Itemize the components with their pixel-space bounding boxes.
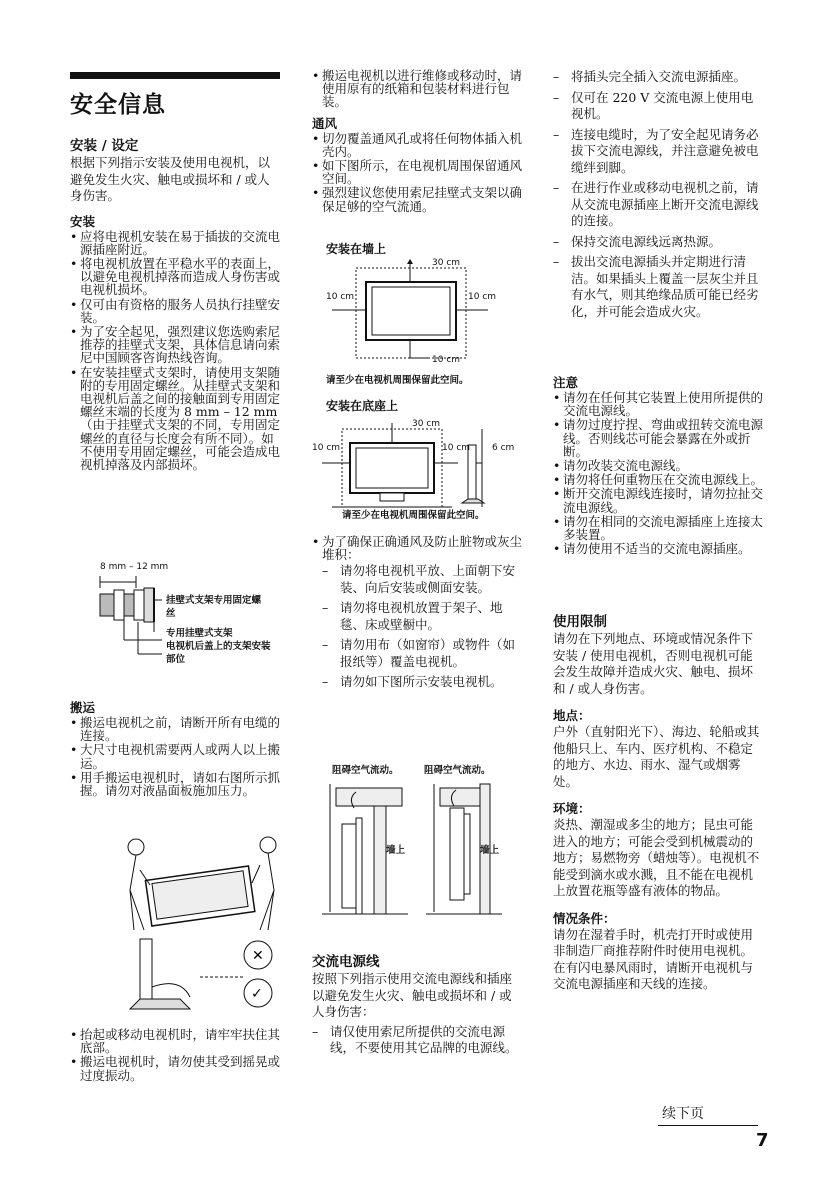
wall-top-dim: 30 cm [432,258,461,268]
transport-section-2 [70,1028,282,1083]
transport-list [70,716,282,797]
location-text: 户外（直射阳光下）、海边、轮船或其他船只上、车内、医疗机构、不稳定的地方、水边、雨水、湿气或烟雾处。 [553,724,760,789]
stand-top-dim: 30 cm [412,419,441,429]
environment-text: 炎热、潮湿或多尘的地方；昆虫可能进入的地方；可能会受到机械震动的地方；易燃物旁（蜡烛等）。电视机不能受到滴水或水溅，且不能在电视机上放置花瓶等盛有液体的物品。 [553,817,760,898]
list-item: • 在安装挂壁式支架时，请使用支架随附的专用固定螺丝。从挂壁式支架和电视机后盖之间的接触面到专用固定螺丝末端的长度为 8 mm – 12 mm（由于挂壁式支架的不同，专用固定螺丝的直径与长度会有所不同）。如不使用专用固定螺丝，可能会造成电视机掉落及内部损坏。 [70,366,282,472]
screw-dim-label: 8 mm – 12 mm [100,562,169,572]
stand-fig-caption: 请至少在电视机周围保留此空间。 [342,510,485,521]
ventilation-notes [312,535,524,695]
list-item: • 仅可由有资格的服务人员执行挂壁安装。 [70,298,282,324]
list-item: • 如下图所示，在电视机周围保留通风空间。 [312,159,524,185]
transport-continued-list [312,69,524,109]
restrict-heading: 使用限制 [553,614,607,630]
install-list [70,230,282,472]
vent-heading: 通风 [312,115,338,131]
carry-tv-illustration [120,835,290,935]
block-label-1: 阻碍空气流动。 [332,765,399,776]
ventilation-dash-list [322,563,524,691]
list-item: • 抬起或移动电视机时，请牢牢扶住其底部。 [70,1028,282,1054]
list-item: • 请勿将任何重物压在交流电源线上。 [553,473,763,486]
list-item: • 为了安全起见，强烈建议您选购索尼推荐的挂壁式支架，具体信息请向索尼中国顾客咨询热线咨询。 [70,325,282,365]
screw-label: 挂壁式支架专用固定螺丝 [166,595,262,619]
condition-text: 请勿在湿着手时，机壳打开时或使用非制造厂商推荐附件时使用电视机。在有闪电暴风雨时，请断开电视机与交流电源插座和天线的连接。 [553,926,754,991]
wall-mount-figure [312,240,524,390]
list-item: – 请勿将电视机放置于架子、地毯、床或壁橱中。 [322,600,524,633]
list-item: • 大尺寸电视机需要两人或两人以上搬运。 [70,743,282,769]
list-item: – 请仅使用索尼所提供的交流电源线，不要使用其它品牌的电源线。 [312,1024,524,1057]
install-setup-heading: 安装 / 设定 [70,138,139,154]
wall-fig-caption: 请至少在电视机周围保留此空间。 [326,375,469,386]
list-item: • 请勿使用不适当的交流电源插座。 [553,542,763,555]
list-item: • 请勿在任何其它装置上使用所提供的交流电源线。 [553,391,763,417]
list-item: • 切勿覆盖通风孔或将任何物体插入机壳内。 [312,132,524,158]
install-setup-section [70,137,282,472]
list-item: • 将电视机放置在平稳水平的表面上，以避免电视机掉落而造成人身伤害或电视机损坏。 [70,257,282,297]
list-item: • 断开交流电源线连接时，请勿拉扯交流电源线。 [553,487,763,513]
wall-bottom-dim: 10 cm [432,355,461,365]
install-setup-intro: 根据下列指示安装及使用电视机，以避免发生火灾、触电或损坏和 / 或人身伤害。 [70,155,271,203]
ac-heading: 交流电源线 [312,954,380,970]
list-item: – 连接电缆时，为了安全起见请务必拔下交流电源线，并注意避免被电缆绊到脚。 [553,127,763,177]
list-item: – 请勿如下图所示安装电视机。 [322,674,524,691]
list-item: – 在进行作业或移动电视机之前，请从交流电源插座上断开交流电源线的连接。 [553,180,763,230]
screw-figure [94,560,284,672]
note-list [553,391,763,555]
list-item: • 为了确保正确通风及防止脏物或灰尘堆积： [312,535,524,561]
list-item: • 请勿改装交流电源线。 [553,459,763,472]
block-label-2: 阻碍空气流动。 [424,765,491,776]
list-item: – 拔出交流电源插头并定期进行清洁。如果插头上覆盖一层灰尘并且有水气，则其绝缘品质可能已经劣化，并可能会造成火灾。 [553,254,763,320]
list-item: • 应将电视机安装在易于插拔的交流电源插座附近。 [70,230,282,256]
vent-section [312,69,524,214]
ac-list [312,1024,524,1057]
title-rule [70,72,280,79]
svg-text:✓: ✓ [251,986,263,1002]
location-heading: 地点： [553,708,591,723]
ac-cord-section [312,953,524,1061]
ventilation-list [312,535,524,561]
restrict-intro: 请勿在下列地点、环境或情况条件下安装 / 使用电视机，否则电视机可能会发生故障并造成火灾、触电、损坏和 / 或人身伤害。 [553,631,754,696]
stand-fig-title: 安装在底座上 [326,399,399,413]
page-number: 7 [756,1130,769,1151]
stand-right-dim: 10 cm [442,443,471,453]
continued-label: 续下页 [662,1106,704,1122]
stand-left-dim: 10 cm [312,443,341,453]
list-item: – 请勿用布（如窗帘）或物件（如报纸等）覆盖电视机。 [322,637,524,670]
vent-list [312,132,524,213]
restriction-section [553,613,763,993]
note-section [553,374,763,556]
list-item: – 请勿将电视机平放、上面朝下安装、向后安装或侧面安装。 [322,563,524,596]
list-item: • 用手搬运电视机时，请如右图所示抓握。请勿对液晶面板施加压力。 [70,771,282,797]
wall-fig-title: 安装在墙上 [326,242,387,256]
transport-list-2 [70,1028,282,1082]
mount-area-label: 电视机后盖上的支架安装部位 [166,641,271,665]
wall-clearance-diagram [312,258,524,388]
list-item: • 请勿在相同的交流电源插座上连接太多装置。 [553,515,763,541]
stand-side-dim: 6 cm [492,443,515,453]
lift-base-illustration [120,937,290,1017]
list-item: • 搬运电视机时，请勿使其受到摇晃或过度振动。 [70,1055,282,1081]
ac-dash-list [553,69,763,320]
environment-heading: 环境： [553,801,591,816]
footer-rule [658,1125,758,1126]
svg-text:✕: ✕ [252,948,264,964]
list-item: – 将插头完全插入交流电源插座。 [553,69,763,86]
list-item: • 搬运电视机以进行维修或移动时，请使用原有的纸箱和包装材料进行包装。 [312,69,524,109]
list-item: • 请勿过度拧捏、弯曲或扭转交流电源线。否则线芯可能会暴露在外或折断。 [553,418,763,458]
stand-figure [312,397,524,527]
wall-label-2: 墙上 [480,845,500,856]
page-title: 安全信息 [70,92,166,118]
list-item: – 保持交流电源线远离热源。 [553,234,763,251]
list-item: • 强烈建议您使用索尼挂壁式支架以确保足够的空气流通。 [312,186,524,212]
bracket-label: 专用挂壁式支架 [166,628,233,639]
wall-label-1: 墙上 [386,845,406,856]
blocked-airflow-figure [312,762,524,922]
wall-right-dim: 10 cm [468,292,497,302]
install-subheading: 安装 [70,213,96,229]
ac-intro: 按照下列指示使用交流电源线和插座以避免发生火灾、触电或损坏和 / 或人身伤害： [312,971,513,1019]
condition-heading: 情况条件： [553,910,616,926]
transport-heading: 搬运 [70,700,96,715]
list-item: • 搬运电视机之前，请断开所有电缆的连接。 [70,716,282,742]
ac-continued [553,69,763,324]
note-heading: 注意 [553,375,579,390]
list-item: – 仅可在 220 V 交流电源上使用电视机。 [553,90,763,123]
transport-section [70,699,282,798]
wall-left-dim: 10 cm [326,292,355,302]
